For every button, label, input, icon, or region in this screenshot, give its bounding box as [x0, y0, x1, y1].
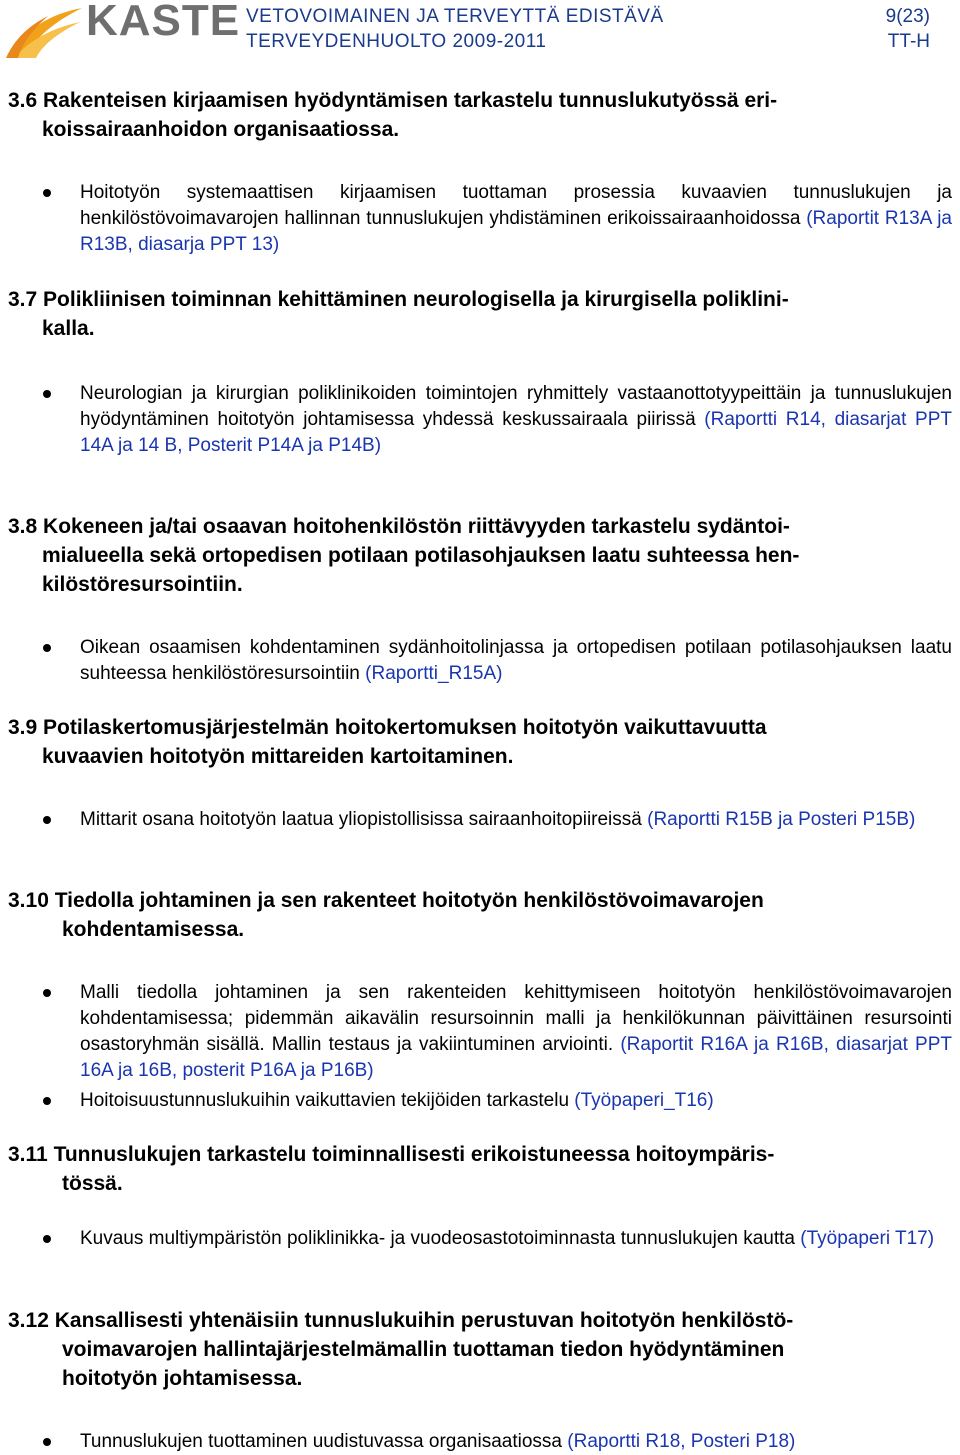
section-number: 3.11	[8, 1143, 48, 1166]
bullet-icon	[43, 1235, 51, 1243]
section-heading	[8, 1306, 952, 1393]
section-heading	[8, 86, 952, 144]
bullet-text: Hoitotyön systemaattisen kirjaamisen tuottaman prosessia kuvaavien tunnuslukujen ja henkilöstövoimavarojen hallinnan tunnuslukujen yhdistäminen erikoissairaanhoidossa	[80, 182, 952, 229]
section-heading-text: koissairaanhoidon organisaatiossa.	[42, 118, 400, 141]
header-title-line2: TERVEYDENHUOLTO 2009-2011	[246, 31, 547, 52]
bullet-item	[80, 1226, 952, 1252]
section-heading-text: voimavarojen hallintajärjestelmämallin tuottaman tiedon hyödyntäminen	[62, 1338, 785, 1361]
bullet-item	[80, 807, 952, 833]
bullet-text: Neurologian ja kirurgian poliklinikoiden toimintojen ryhmittely vastaanottotyypeittäin ja tunnuslukujen hyödyntäminen hoitotyön johtamisessa yhdessä keskussairaala piirissä	[80, 383, 952, 430]
section-heading	[8, 713, 952, 771]
page-header	[0, 0, 960, 62]
section-number: 3.9	[8, 716, 38, 739]
bullet-text: Oikean osaamisen kohdentaminen sydänhoitolinjassa ja ortopedisen potilaan potilasohjauksen laatu suhteessa henkilöstöresursointiin	[80, 637, 952, 684]
section-heading-text: Tunnuslukujen tarkastelu toiminnallisesti erikoistuneessa hoitoympäris-	[53, 1143, 775, 1166]
bullet-icon	[43, 1097, 51, 1105]
reference-link[interactable]: (Raportit R13A ja R13B, diasarja PPT 13)	[80, 208, 952, 255]
section-heading-text: Kansallisesti yhtenäisiin tunnuslukuihin perustuvan hoitotyön henkilöstö-	[54, 1309, 794, 1332]
section-number: 3.12	[8, 1309, 49, 1332]
section-number: 3.6	[8, 89, 38, 112]
section-number: 3.8	[8, 515, 38, 538]
bullet-text: Kuvaus multiympäristön poliklinikka- ja vuodeosastotoiminnasta tunnuslukujen kautta	[80, 1228, 801, 1249]
bullet-icon	[43, 816, 51, 824]
section-heading-text: kalla.	[42, 317, 95, 340]
section-heading-text: kilöstöresursointiin.	[42, 573, 243, 596]
section-heading	[8, 285, 952, 343]
bullet-text: Hoitoisuustunnuslukuihin vaikuttavien tekijöiden tarkastelu	[80, 1090, 575, 1111]
section-heading-text: tössä.	[62, 1172, 123, 1195]
section-heading-text: kuvaavien hoitotyön mittareiden kartoitaminen.	[42, 745, 514, 768]
sun-swirl-icon	[4, 0, 84, 62]
bullet-icon	[43, 989, 51, 997]
page-number: 9(23)	[885, 6, 930, 27]
section-heading	[8, 1140, 952, 1198]
kaste-logo	[4, 0, 241, 60]
logo-text: KASTE	[86, 0, 241, 45]
bullet-text: Mittarit osana hoitotyön laatua yliopistollisissa sairaanhoitopiireissä	[80, 809, 648, 830]
bullet-item	[80, 635, 952, 687]
section-heading-text: Rakenteisen kirjaamisen hyödyntämisen tarkastelu tunnuslukutyössä eri-	[43, 89, 778, 112]
section-heading-text: Kokeneen ja/tai osaavan hoitohenkilöstön riittävyyden tarkastelu sydäntoi-	[43, 515, 790, 538]
bullet-icon	[43, 189, 51, 197]
section-heading-text: hoitotyön johtamisessa.	[62, 1367, 303, 1390]
reference-link[interactable]: (Työpaperi T17)	[800, 1228, 935, 1249]
author-code: TT-H	[887, 31, 930, 52]
section-heading-text: Tiedolla johtaminen ja sen rakenteet hoitotyön henkilöstövoimavarojen	[54, 889, 764, 912]
bullet-item	[80, 1088, 952, 1114]
section-heading-text: Polikliinisen toiminnan kehittäminen neurologisella ja kirurgisella poliklini-	[43, 288, 789, 311]
bullet-icon	[43, 644, 51, 652]
header-title-line1: VETOVOIMAINEN JA TERVEYTTÄ EDISTÄVÄ	[246, 6, 664, 27]
section-heading-text: mialueella sekä ortopedisen potilaan potilasohjauksen laatu suhteessa hen-	[42, 544, 800, 567]
reference-link[interactable]: (Raportti R15B ja Posteri P15B)	[647, 809, 916, 830]
reference-link[interactable]: (Raportti_R15A)	[365, 663, 503, 684]
section-heading-text: Potilaskertomusjärjestelmän hoitokertomuksen hoitotyön vaikuttavuutta	[43, 716, 767, 739]
section-number: 3.10	[8, 889, 49, 912]
section-heading	[8, 512, 952, 599]
section-heading	[8, 886, 952, 944]
reference-link[interactable]: (Raportti R18, Posteri P18)	[567, 1431, 796, 1452]
bullet-text: Malli tiedolla johtaminen ja sen rakenteiden kehittymiseen hoitotyön henkilöstövoimavarojen kohdentamisessa; pidemmän aikavälin resursoinnin malli ja henkilökunnan päivittäinen resursointi osastoryhmän sisällä. Mallin testaus ja vakiintuminen arviointi.	[80, 982, 952, 1055]
section-heading-text: kohdentamisessa.	[62, 918, 245, 941]
bullet-item	[80, 180, 952, 258]
bullet-text: Tunnuslukujen tuottaminen uudistuvassa organisaatiossa	[80, 1431, 568, 1452]
bullet-item	[80, 1429, 952, 1455]
reference-link[interactable]: (Raportit R16A ja R16B, diasarjat PPT 16A ja 16B, posterit P16A ja P16B)	[80, 1034, 952, 1081]
bullet-icon	[43, 390, 51, 398]
reference-link[interactable]: (Raportti R14, diasarjat PPT 14A ja 14 B, Posterit P14A ja P14B)	[80, 409, 952, 456]
bullet-icon	[43, 1438, 51, 1446]
bullet-item	[80, 980, 952, 1084]
reference-link[interactable]: (Työpaperi_T16)	[574, 1090, 714, 1111]
bullet-item	[80, 381, 952, 459]
section-number: 3.7	[8, 288, 38, 311]
